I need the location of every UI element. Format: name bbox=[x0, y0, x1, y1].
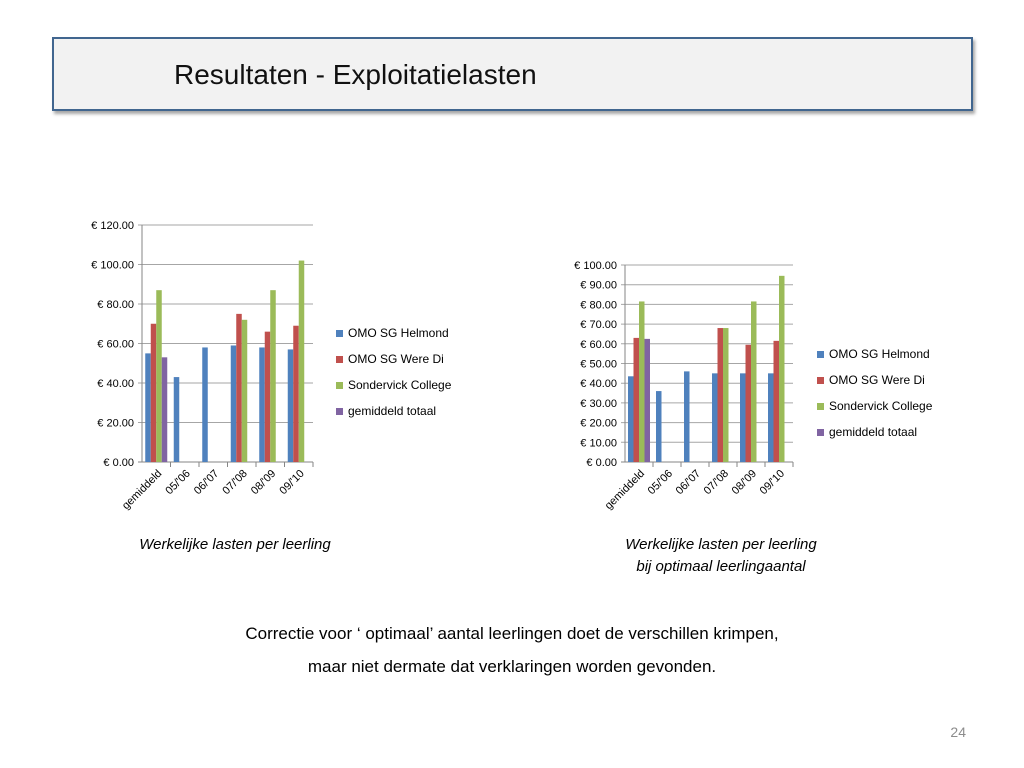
slide-title: Resultaten - Exploitatielasten bbox=[174, 59, 537, 90]
y-tick-label: € 100.00 bbox=[574, 260, 617, 272]
bar-omo-sg-were-di bbox=[746, 345, 752, 462]
legend-label: gemiddeld totaal bbox=[829, 425, 918, 439]
caption-right bbox=[560, 534, 882, 578]
y-tick-label: € 60.00 bbox=[97, 338, 134, 351]
legend-label: OMO SG Helmond bbox=[348, 326, 449, 340]
caption-left bbox=[80, 534, 390, 556]
x-tick-label: 08/'09 bbox=[248, 467, 279, 498]
bar-sondervick-college bbox=[639, 301, 645, 462]
x-tick-label: 08/'09 bbox=[729, 467, 760, 498]
y-tick-label: € 0.00 bbox=[586, 457, 617, 469]
bar-omo-sg-were-di bbox=[265, 332, 271, 462]
bar-omo-sg-helmond bbox=[174, 377, 180, 462]
legend-swatch bbox=[817, 377, 824, 384]
x-tick-label: 06/'07 bbox=[673, 467, 704, 498]
caption-right-line-1: Werkelijke lasten per leerling bbox=[625, 536, 817, 553]
page-number: 24 bbox=[950, 724, 966, 740]
bar-sondervick-college bbox=[751, 301, 757, 462]
y-tick-label: € 120.00 bbox=[91, 220, 134, 232]
y-tick-label: € 50.00 bbox=[580, 358, 617, 371]
bar-omo-sg-helmond bbox=[628, 376, 634, 462]
legend-swatch bbox=[817, 429, 824, 436]
body-line-2: maar niet dermate dat verklaringen worden gevonden. bbox=[307, 657, 717, 676]
bar-omo-sg-helmond bbox=[259, 347, 265, 462]
caption-right-line-2: bij optimaal leerlingaantal bbox=[636, 558, 806, 575]
bar-omo-sg-helmond bbox=[684, 371, 690, 462]
legend-swatch bbox=[336, 382, 343, 389]
legend-label: OMO SG Helmond bbox=[829, 347, 930, 361]
y-tick-label: € 60.00 bbox=[580, 338, 617, 351]
bar-omo-sg-helmond bbox=[656, 391, 662, 462]
y-tick-label: € 80.00 bbox=[97, 299, 134, 311]
y-tick-label: € 100.00 bbox=[91, 259, 134, 272]
bar-gemiddeld-totaal bbox=[645, 339, 651, 462]
legend-swatch bbox=[336, 356, 343, 363]
x-tick-label: gemiddeld bbox=[602, 467, 648, 513]
y-tick-label: € 70.00 bbox=[580, 319, 617, 332]
bar-omo-sg-were-di bbox=[151, 324, 157, 462]
bar-omo-sg-helmond bbox=[145, 353, 151, 462]
bar-sondervick-college bbox=[242, 320, 248, 462]
x-tick-label: 05/'06 bbox=[645, 467, 676, 498]
bar-omo-sg-were-di bbox=[774, 341, 780, 462]
bar-omo-sg-helmond bbox=[712, 373, 718, 462]
bar-omo-sg-were-di bbox=[718, 328, 724, 462]
legend-label: gemiddeld totaal bbox=[348, 404, 437, 418]
bar-gemiddeld-totaal bbox=[162, 357, 168, 462]
bar-sondervick-college bbox=[156, 290, 162, 462]
caption-left-text: Werkelijke lasten per leerling bbox=[139, 536, 331, 553]
y-tick-label: € 0.00 bbox=[103, 457, 134, 469]
legend-label: Sondervick College bbox=[348, 378, 452, 392]
legend-label: Sondervick College bbox=[829, 399, 933, 413]
y-tick-label: € 20.00 bbox=[97, 417, 134, 430]
x-tick-label: 07/'08 bbox=[220, 467, 250, 498]
legend-swatch bbox=[817, 351, 824, 358]
legend-swatch bbox=[336, 330, 343, 337]
y-tick-label: € 90.00 bbox=[580, 279, 617, 292]
body-line-1: Correctie voor ‘ optimaal’ aantal leerlingen doet de verschillen krimpen, bbox=[245, 624, 779, 643]
y-tick-label: € 40.00 bbox=[580, 378, 617, 391]
bar-omo-sg-helmond bbox=[740, 373, 746, 462]
legend-label: OMO SG Were Di bbox=[348, 352, 444, 366]
chart-optimal-costs bbox=[555, 255, 955, 535]
body-text bbox=[112, 617, 912, 683]
bar-omo-sg-were-di bbox=[634, 338, 640, 462]
bar-omo-sg-helmond bbox=[768, 373, 774, 462]
chart-svg bbox=[555, 255, 955, 535]
title-box bbox=[52, 37, 973, 111]
x-tick-label: 07/'08 bbox=[701, 467, 732, 498]
y-tick-label: € 30.00 bbox=[580, 397, 617, 410]
x-tick-label: 05/'06 bbox=[163, 467, 193, 498]
x-tick-label: 09/'10 bbox=[277, 467, 307, 498]
y-tick-label: € 40.00 bbox=[97, 378, 134, 390]
legend-label: OMO SG Were Di bbox=[829, 373, 925, 387]
y-tick-label: € 10.00 bbox=[580, 437, 617, 450]
y-tick-label: € 80.00 bbox=[580, 299, 617, 312]
x-tick-label: 06/'07 bbox=[191, 467, 222, 498]
chart-svg bbox=[70, 213, 470, 533]
chart-actual-costs bbox=[70, 213, 470, 533]
bar-omo-sg-helmond bbox=[202, 347, 208, 462]
bar-omo-sg-helmond bbox=[231, 345, 237, 462]
bar-sondervick-college bbox=[723, 328, 729, 462]
bar-sondervick-college bbox=[779, 276, 785, 462]
bar-omo-sg-helmond bbox=[288, 349, 294, 462]
bar-sondervick-college bbox=[299, 261, 305, 462]
bar-sondervick-college bbox=[270, 290, 276, 462]
x-tick-label: 09/'10 bbox=[757, 467, 788, 498]
y-tick-label: € 20.00 bbox=[580, 417, 617, 430]
legend-swatch bbox=[817, 403, 824, 410]
bar-omo-sg-were-di bbox=[236, 314, 242, 462]
legend-swatch bbox=[336, 408, 343, 415]
x-tick-label: gemiddeld bbox=[119, 467, 165, 513]
bar-omo-sg-were-di bbox=[293, 326, 299, 462]
